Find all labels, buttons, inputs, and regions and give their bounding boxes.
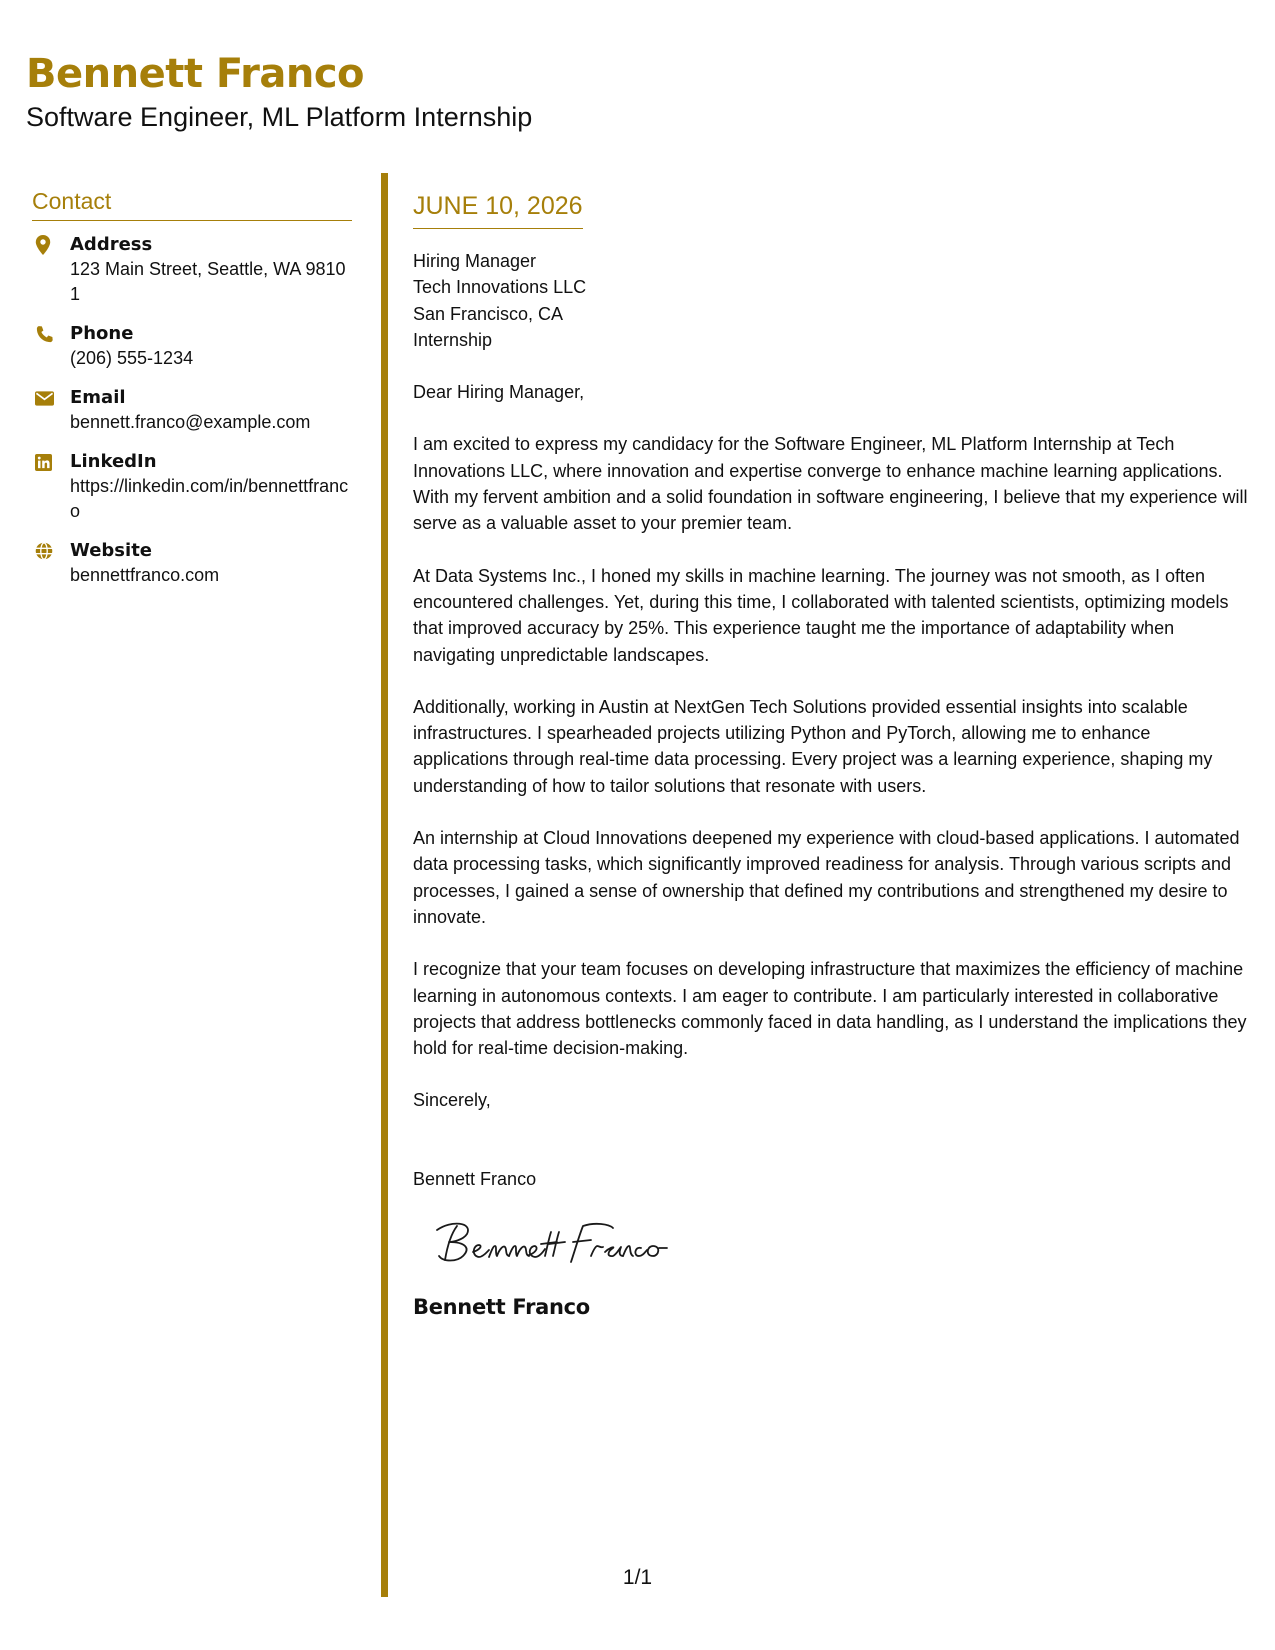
job-title: Software Engineer, ML Platform Internship: [26, 102, 533, 132]
header: [26, 48, 1226, 134]
contact-label: Website: [70, 540, 153, 561]
body-paragraph: Additionally, working in Austin at NextGen Tech Solutions provided essential insights into scalable infrastructures. I spearheaded projects utilizing Python and PyTorch, allowing me to enhance applications through real-time data processing. Every project was a learning experience, shaping my understanding of how to tailor solutions that resonate with users.: [413, 696, 1213, 796]
contact-label: Address: [70, 234, 153, 255]
recipient-company: Tech Innovations LLC: [413, 277, 587, 298]
body-paragraph: I am excited to express my candidacy for the Software Engineer, ML Platform Internship at Tech Innovations LLC, where innovation and expertise converge to enhance machine learning applications. With my fervent ambition and a solid foundation in software engineering, I believe that my experience will serve as a valuable asset to your premier team.: [413, 434, 1248, 534]
contact-item-website: [32, 539, 352, 588]
contact-label: LinkedIn: [70, 451, 157, 472]
final-signer-name: Bennett Franco: [413, 1295, 590, 1320]
address-value: 123 Main Street, Seattle, WA 98101: [70, 259, 346, 304]
linkedin-value: https://linkedin.com/in/bennettfranco: [70, 476, 349, 521]
contact-item-address: [32, 233, 352, 307]
letter-body: [413, 190, 1248, 1322]
map-pin-icon: [32, 233, 70, 257]
handwritten-signature: [431, 1218, 671, 1270]
contact-heading: Contact: [32, 186, 352, 221]
contact-label: Email: [70, 387, 126, 408]
envelope-icon: [32, 386, 70, 410]
vertical-divider: [381, 173, 388, 1597]
globe-icon: [32, 539, 70, 563]
recipient-position-type: Internship: [413, 329, 493, 350]
phone-icon: [32, 322, 70, 346]
contact-item-linkedin: [32, 450, 352, 524]
signer-name: Bennett Franco: [413, 1168, 537, 1189]
body-paragraph: An internship at Cloud Innovations deepened my experience with cloud-based applications. I automated data processing tasks, which significantly improved readiness for analysis. Through various scripts and processes, I gained a sense of ownership that defined my contributions and strengthened my desire to innovate.: [413, 828, 1240, 927]
page-number: 1/1: [622, 1566, 653, 1589]
contact-label: Phone: [70, 323, 134, 344]
phone-value: (206) 555-1234: [70, 348, 194, 368]
website-value: bennettfranco.com: [70, 565, 220, 585]
closing: Sincerely,: [413, 1090, 491, 1111]
contact-item-email: [32, 386, 352, 435]
recipient-block: [413, 248, 1248, 353]
body-paragraph: I recognize that your team focuses on developing infrastructure that maximizes the efficiency of machine learning in autonomous contexts. I am eager to contribute. I am particularly interested in collaborative projects that address bottlenecks commonly faced in data handling, as I understand the implications they hold for real-time decision-making.: [413, 959, 1247, 1059]
body-paragraph: At Data Systems Inc., I honed my skills in machine learning. The journey was not smooth, as I often encountered challenges. Yet, during this time, I collaborated with talented scientists, optimizing models that improved accuracy by 25%. This experience taught me the importance of adaptability when navigating unpredictable landscapes.: [413, 565, 1229, 665]
salutation: Dear Hiring Manager,: [413, 382, 585, 403]
contact-item-phone: [32, 322, 352, 371]
email-value: bennett.franco@example.com: [70, 412, 311, 432]
letter-date: JUNE 10, 2026: [413, 190, 583, 229]
linkedin-icon: [32, 450, 70, 474]
contact-sidebar: [32, 186, 352, 603]
applicant-name: Bennett Franco: [26, 51, 365, 97]
recipient-name: Hiring Manager: [413, 251, 537, 271]
recipient-location: San Francisco, CA: [413, 303, 564, 324]
